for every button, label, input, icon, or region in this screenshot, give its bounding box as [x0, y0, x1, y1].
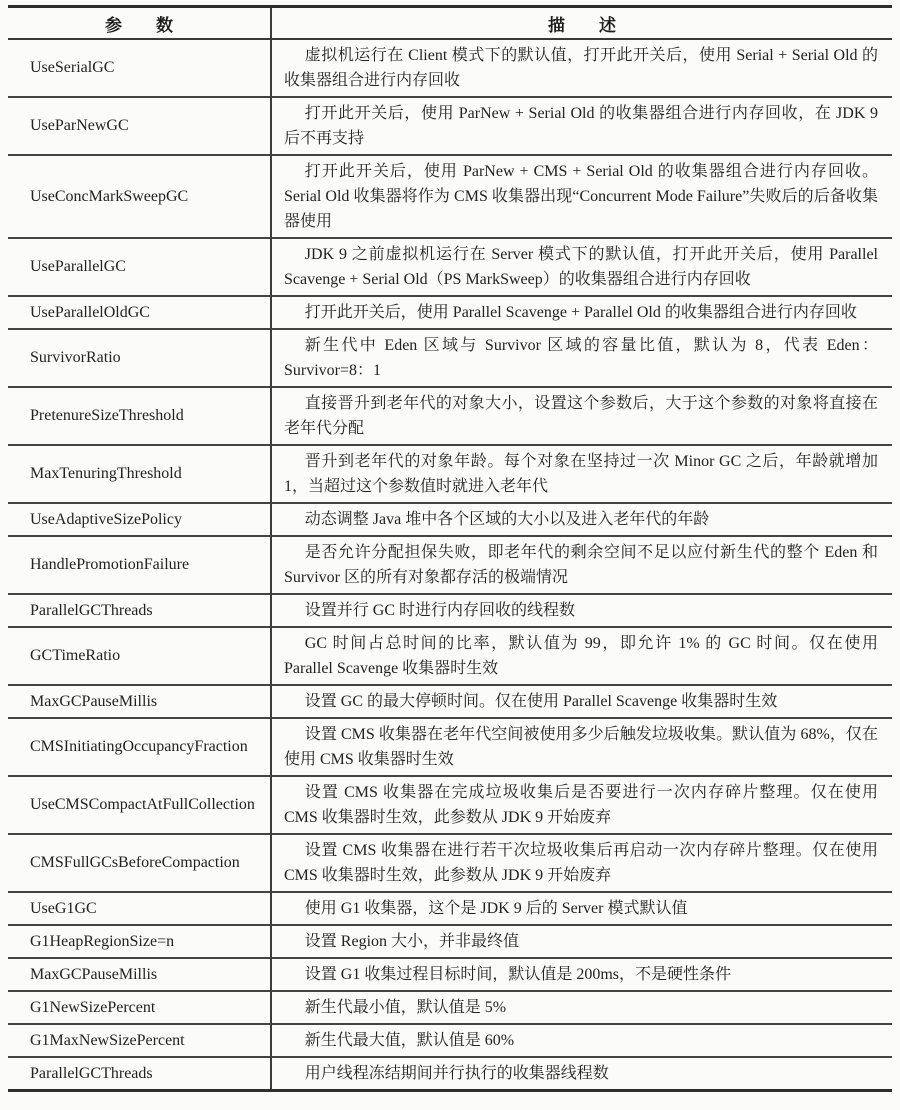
parameter-name-cell: MaxGCPauseMillis	[8, 958, 271, 991]
table-row	[8, 387, 892, 445]
table-row	[8, 39, 892, 97]
table-row	[8, 445, 892, 503]
parameter-description-cell: 打开此开关后，使用 ParNew + Serial Old 的收集器组合进行内存回收，在 JDK 9 后不再支持	[284, 105, 878, 147]
table-row	[8, 627, 892, 685]
parameter-description-cell: 是否允许分配担保失败，即老年代的剩余空间不足以应付新生代的整个 Eden 和 Survivor 区的所有对象都存活的极端情况	[284, 544, 878, 586]
table-row	[8, 776, 892, 834]
parameter-name-cell: GCTimeRatio	[8, 627, 271, 685]
parameter-name-cell: UseG1GC	[8, 892, 271, 925]
parameter-name-cell: UseParallelGC	[8, 238, 271, 296]
parameter-description-cell: 设置 G1 收集过程目标时间，默认值是 200ms，不是硬性条件	[304, 966, 732, 983]
table-row	[8, 594, 892, 627]
parameter-name-cell: ParallelGCThreads	[8, 594, 271, 627]
parameter-name-cell: MaxTenuringThreshold	[8, 445, 271, 503]
parameter-description-cell: JDK 9 之前虚拟机运行在 Server 模式下的默认值，打开此开关后，使用 Parallel Scavenge + Serial Old（PS MarkSweep）的收集器组合进行内存回收	[284, 246, 878, 288]
parameter-name-cell: UseCMSCompactAtFullCollection	[8, 776, 271, 834]
parameter-name-cell: G1MaxNewSizePercent	[8, 1024, 271, 1057]
parameter-name-cell: UseParNewGC	[8, 97, 271, 155]
table-row	[8, 925, 892, 958]
parameter-description-cell: 虚拟机运行在 Client 模式下的默认值，打开此开关后，使用 Serial + Serial Old 的收集器组合进行内存回收	[284, 47, 878, 89]
parameter-name-cell: UseParallelOldGC	[8, 296, 271, 329]
parameter-description-cell: 打开此开关后，使用 Parallel Scavenge + Parallel Old 的收集器组合进行内存回收	[304, 304, 857, 321]
table-row	[8, 97, 892, 155]
parameter-description-cell: GC 时间占总时间的比率，默认值为 99，即允许 1% 的 GC 时间。仅在使用 Parallel Scavenge 收集器时生效	[284, 635, 878, 677]
parameter-name-cell: CMSInitiatingOccupancyFraction	[8, 718, 271, 776]
parameter-description-cell: 新生代最小值，默认值是 5%	[304, 999, 507, 1016]
header-row	[8, 7, 892, 40]
parameter-name-cell: ParallelGCThreads	[8, 1057, 271, 1091]
parameter-description-cell: 打开此开关后，使用 ParNew + CMS + Serial Old 的收集器组合进行内存回收。Serial Old 收集器将作为 CMS 收集器出现“Concurrent Mode Failure”失败后的后备收集器使用	[284, 163, 878, 230]
parameter-name-cell: SurvivorRatio	[8, 329, 271, 387]
parameter-description-cell: 设置并行 GC 时进行内存回收的线程数	[304, 602, 576, 619]
parameter-description-cell: 设置 Region 大小，并非最终值	[304, 933, 520, 950]
parameter-description-cell: 设置 CMS 收集器在老年代空间被使用多少后触发垃圾收集。默认值为 68%，仅在使用 CMS 收集器时生效	[284, 726, 878, 768]
column-header-parameter: 参 数	[8, 7, 271, 40]
table-row	[8, 296, 892, 329]
table-row	[8, 536, 892, 594]
parameter-name-cell: UseAdaptiveSizePolicy	[8, 503, 271, 536]
column-header-description: 描 述	[271, 7, 892, 40]
table-row	[8, 238, 892, 296]
table-row	[8, 958, 892, 991]
table-row	[8, 685, 892, 718]
table-body	[8, 39, 892, 1091]
parameter-description-cell: 设置 GC 的最大停顿时间。仅在使用 Parallel Scavenge 收集器时生效	[304, 693, 778, 710]
parameter-description-cell: 新生代中 Eden 区域与 Survivor 区域的容量比值，默认为 8，代表 Eden：Survivor=8：1	[284, 337, 878, 379]
parameter-name-cell: PretenureSizeThreshold	[8, 387, 271, 445]
parameter-name-cell: G1HeapRegionSize=n	[8, 925, 271, 958]
table-row	[8, 892, 892, 925]
parameter-name-cell: G1NewSizePercent	[8, 991, 271, 1024]
parameter-name-cell: UseConcMarkSweepGC	[8, 155, 271, 238]
table-row	[8, 1024, 892, 1057]
parameter-description-cell: 直接晋升到老年代的对象大小，设置这个参数后，大于这个参数的对象将直接在老年代分配	[284, 395, 878, 437]
parameter-description-cell: 新生代最大值，默认值是 60%	[304, 1032, 515, 1049]
gc-parameters-table	[8, 5, 892, 1092]
table-row	[8, 1057, 892, 1091]
parameter-description-cell: 晋升到老年代的对象年龄。每个对象在坚持过一次 Minor GC 之后，年龄就增加 1，当超过这个参数值时就进入老年代	[284, 453, 878, 495]
parameter-description-cell: 设置 CMS 收集器在完成垃圾收集后是否要进行一次内存碎片整理。仅在使用 CMS 收集器时生效，此参数从 JDK 9 开始废弃	[284, 784, 878, 826]
parameter-description-cell: 动态调整 Java 堆中各个区域的大小以及进入老年代的年龄	[304, 511, 710, 528]
parameter-name-cell: MaxGCPauseMillis	[8, 685, 271, 718]
table-row	[8, 718, 892, 776]
parameter-description-cell: 用户线程冻结期间并行执行的收集器线程数	[304, 1065, 609, 1082]
table-row	[8, 329, 892, 387]
parameter-name-cell: HandlePromotionFailure	[8, 536, 271, 594]
table-header	[8, 7, 892, 40]
table-row	[8, 834, 892, 892]
parameter-description-cell: 使用 G1 收集器，这个是 JDK 9 后的 Server 模式默认值	[304, 900, 688, 917]
parameter-name-cell: UseSerialGC	[8, 39, 271, 97]
table-row	[8, 155, 892, 238]
parameter-name-cell: CMSFullGCsBeforeCompaction	[8, 834, 271, 892]
table-row	[8, 503, 892, 536]
table-row	[8, 991, 892, 1024]
parameter-description-cell: 设置 CMS 收集器在进行若干次垃圾收集后再启动一次内存碎片整理。仅在使用 CMS 收集器时生效，此参数从 JDK 9 开始废弃	[284, 842, 878, 884]
